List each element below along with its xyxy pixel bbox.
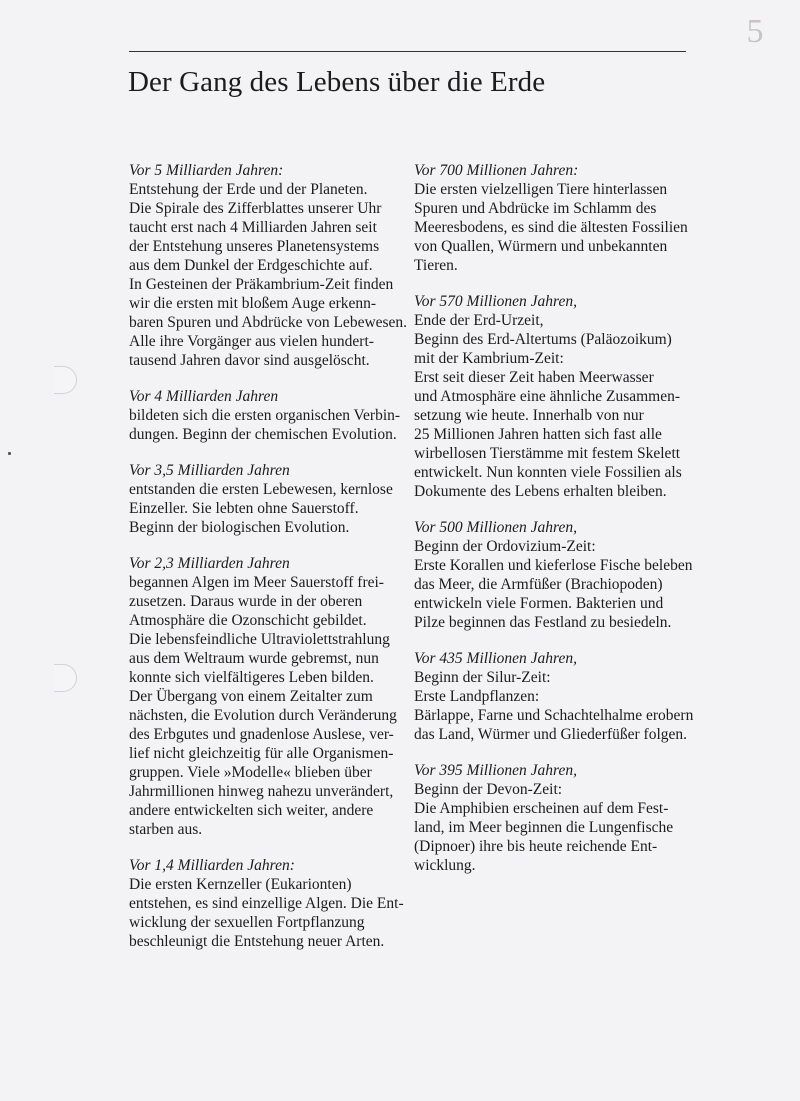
entry-text-line: (Dipnoer) ihre bis heute reichende Ent- bbox=[414, 838, 658, 855]
entry-text-line: und Atmosphäre eine ähnliche Zusammen- bbox=[414, 388, 681, 405]
entry-text-line: Beginn des Erd-Altertums (Paläozoikum) bbox=[414, 331, 672, 348]
entry-text-line: lief nicht gleichzeitig für alle Organismen- bbox=[129, 745, 394, 762]
entry-text-line: von Quallen, Würmern und unbekannten bbox=[414, 238, 668, 255]
entry-text-line: Spuren und Abdrücke im Schlamm des bbox=[414, 200, 657, 217]
scan-speck bbox=[8, 452, 11, 455]
timeline-entry bbox=[414, 761, 704, 875]
entry-text-line: bildeten sich die ersten organischen Verbin- bbox=[129, 407, 401, 424]
entry-text-line: baren Spuren und Abdrücke von Lebewesen. bbox=[129, 314, 408, 331]
timeline-entry bbox=[129, 856, 419, 951]
entry-text-line: aus dem Dunkel der Erdgeschichte auf. bbox=[129, 257, 373, 274]
entry-text-line: nächsten, die Evolution durch Veränderung bbox=[129, 707, 397, 724]
entry-text-line: Jahrmillionen hinweg nahezu unverändert, bbox=[129, 783, 394, 800]
entry-text-line: dungen. Beginn der chemischen Evolution. bbox=[129, 426, 397, 443]
entry-heading: Vor 1,4 Milliarden Jahren: bbox=[129, 857, 295, 874]
entry-text-line: entwickelt. Nun konnten viele Fossilien als bbox=[414, 464, 682, 481]
page-number: 5 bbox=[746, 13, 764, 50]
entry-text-line: das Meer, die Armfüßer (Brachiopoden) bbox=[414, 576, 663, 593]
entry-text-line: entstehen, es sind einzellige Algen. Die Ent- bbox=[129, 895, 404, 912]
entry-text-line: 25 Millionen Jahren hatten sich fast alle bbox=[414, 426, 662, 443]
timeline-entry bbox=[129, 387, 419, 444]
entry-heading: Vor 4 Milliarden Jahren bbox=[129, 388, 279, 405]
entry-text-line: Beginn der Ordovizium-Zeit: bbox=[414, 538, 596, 555]
entry-text-line: Erste Korallen und kieferlose Fische beleben bbox=[414, 557, 693, 574]
timeline-entry bbox=[129, 554, 419, 839]
entry-text-line: Bärlappe, Farne und Schachtelhalme erobern bbox=[414, 707, 694, 724]
header-rule bbox=[129, 51, 686, 52]
entry-text-line: Beginn der Devon-Zeit: bbox=[414, 781, 563, 798]
entry-text-line: wir die ersten mit bloßem Auge erkenn- bbox=[129, 295, 377, 312]
entry-text-line: In Gesteinen der Präkambrium-Zeit finden bbox=[129, 276, 394, 293]
entry-text-line: Erste Landpflanzen: bbox=[414, 688, 540, 705]
entry-heading: Vor 3,5 Milliarden Jahren bbox=[129, 462, 290, 479]
entry-text-line: Die Spirale des Zifferblattes unserer Uhr bbox=[129, 200, 382, 217]
punch-hole-top bbox=[54, 366, 77, 394]
timeline-entry bbox=[414, 649, 704, 744]
entry-text-line: Die ersten Kernzeller (Eukarionten) bbox=[129, 876, 352, 893]
entry-text-line: wicklung der sexuellen Fortpflanzung bbox=[129, 914, 365, 931]
entry-text-line: land, im Meer beginnen die Lungenfische bbox=[414, 819, 674, 836]
entry-text-line: starben aus. bbox=[129, 821, 203, 838]
entry-text-line: Der Übergang von einem Zeitalter zum bbox=[129, 688, 373, 705]
punch-hole-bottom bbox=[54, 664, 77, 692]
entry-text-line: setzung wie heute. Innerhalb von nur bbox=[414, 407, 644, 424]
entry-text-line: andere entwickelten sich weiter, andere bbox=[129, 802, 374, 819]
entry-text-line: taucht erst nach 4 Milliarden Jahren seit bbox=[129, 219, 377, 236]
timeline-entry bbox=[129, 161, 419, 370]
entry-text-line: Die ersten vielzelligen Tiere hinterlassen bbox=[414, 181, 668, 198]
entry-text-line: entwickeln viele Formen. Bakterien und bbox=[414, 595, 664, 612]
entry-text-line: Erst seit dieser Zeit haben Meerwasser bbox=[414, 369, 654, 386]
entry-text-line: zusetzen. Daraus wurde in der oberen bbox=[129, 593, 363, 610]
timeline-entry bbox=[414, 161, 704, 275]
entry-text-line: Die Amphibien erscheinen auf dem Fest- bbox=[414, 800, 669, 817]
entry-text-line: begannen Algen im Meer Sauerstoff frei- bbox=[129, 574, 384, 591]
entry-heading: Vor 500 Millionen Jahren, bbox=[414, 519, 578, 536]
entry-heading: Vor 5 Milliarden Jahren: bbox=[129, 162, 284, 179]
entry-text-line: Einzeller. Sie lebten ohne Sauerstoff. bbox=[129, 500, 359, 517]
right-column bbox=[414, 161, 704, 892]
entry-text-line: Dokumente des Lebens erhalten bleiben. bbox=[414, 483, 667, 500]
entry-text-line: beschleunigt die Entstehung neuer Arten. bbox=[129, 933, 385, 950]
entry-text-line: Pilze beginnen das Festland zu besiedeln. bbox=[414, 614, 672, 631]
entry-text-line: gruppen. Viele »Modelle« blieben über bbox=[129, 764, 372, 781]
entry-text-line: Tieren. bbox=[414, 257, 458, 274]
entry-text-line: das Land, Würmer und Gliederfüßer folgen. bbox=[414, 726, 688, 743]
entry-text-line: aus dem Weltraum wurde gebremst, nun bbox=[129, 650, 379, 667]
entry-text-line: Entstehung der Erde und der Planeten. bbox=[129, 181, 368, 198]
timeline-entry bbox=[129, 461, 419, 537]
entry-text-line: Atmosphäre die Ozonschicht gebildet. bbox=[129, 612, 367, 629]
entry-text-line: des Erbgutes und gnadenlose Auslese, ver- bbox=[129, 726, 394, 743]
entry-text-line: wicklung. bbox=[414, 857, 476, 874]
entry-text-line: Beginn der biologischen Evolution. bbox=[129, 519, 350, 536]
entry-text-line: Alle ihre Vorgänger aus vielen hundert- bbox=[129, 333, 374, 350]
entry-heading: Vor 700 Millionen Jahren: bbox=[414, 162, 579, 179]
entry-text-line: Beginn der Silur-Zeit: bbox=[414, 669, 551, 686]
entry-text-line: Meeresbodens, es sind die ältesten Fossilien bbox=[414, 219, 688, 236]
left-column bbox=[129, 161, 419, 968]
entry-heading: Vor 2,3 Milliarden Jahren bbox=[129, 555, 290, 572]
entry-heading: Vor 395 Millionen Jahren, bbox=[414, 762, 578, 779]
entry-text-line: Die lebensfeindliche Ultraviolettstrahlung bbox=[129, 631, 390, 648]
entry-text-line: Ende der Erd-Urzeit, bbox=[414, 312, 544, 329]
entry-text-line: mit der Kambrium-Zeit: bbox=[414, 350, 564, 367]
timeline-entry bbox=[414, 292, 704, 501]
entry-text-line: wirbellosen Tierstämme mit festem Skelett bbox=[414, 445, 681, 462]
entry-heading: Vor 570 Millionen Jahren, bbox=[414, 293, 578, 310]
timeline-entry bbox=[414, 518, 704, 632]
entry-text-line: konnte sich vielfältigeres Leben bilden. bbox=[129, 669, 374, 686]
page-title: Der Gang des Lebens über die Erde bbox=[128, 66, 546, 98]
entry-text-line: entstanden die ersten Lebewesen, kernlose bbox=[129, 481, 393, 498]
entry-text-line: der Entstehung unseres Planetensystems bbox=[129, 238, 380, 255]
entry-heading: Vor 435 Millionen Jahren, bbox=[414, 650, 578, 667]
entry-text-line: tausend Jahren davor sind ausgelöscht. bbox=[129, 352, 370, 369]
